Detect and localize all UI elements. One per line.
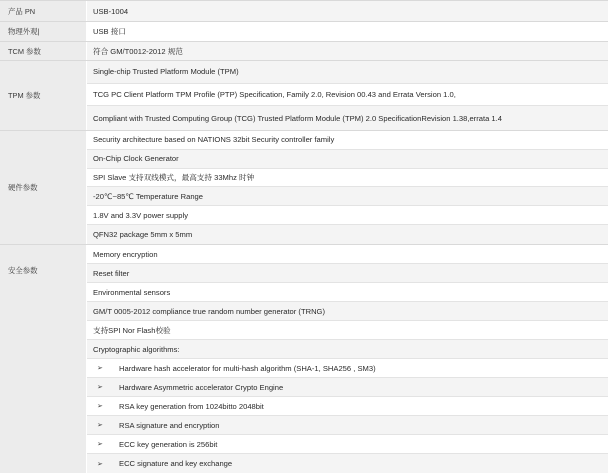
values-hardware <box>87 131 608 244</box>
section-product-pn <box>0 1 608 22</box>
section-security <box>0 245 608 473</box>
hardware-row: QFN32 package 5mm x 5mm <box>87 225 608 244</box>
values-security <box>87 245 608 473</box>
section-hardware <box>0 131 608 245</box>
label-tcm: TCM 参数 <box>0 42 87 60</box>
security-row: Reset filter <box>87 264 608 283</box>
bullet-arrow-icon: ➢ <box>97 422 103 429</box>
label-tpm: TPM 参数 <box>0 61 87 130</box>
crypto-bullet-row <box>87 359 608 378</box>
values-physical <box>87 22 608 41</box>
tpm-row: TCG PC Client Platform TPM Profile (PTP) Specification, Family 2.0, Revision 00.43 and Errata Version 1.0, <box>87 84 608 107</box>
crypto-bullet-text: Hardware Asymmetric accelerator Crypto Engine <box>119 382 284 392</box>
crypto-bullet-text: RSA key generation from 1024bitto 2048bit <box>119 401 264 411</box>
crypto-bullet-text: Hardware hash accelerator for multi-hash algorithm (SHA-1, SHA256 , SM3) <box>119 363 376 373</box>
hardware-row: 1.8V and 3.3V power supply <box>87 206 608 225</box>
bullet-arrow-icon: ➢ <box>97 441 103 448</box>
value-tcm: 符合 GM/T0012-2012 规范 <box>87 42 608 60</box>
hardware-row: -20℃~85℃ Temperature Range <box>87 187 608 206</box>
tpm-row: Compliant with Trusted Computing Group (TCG) Trusted Platform Module (TPM) 2.0 SpecificationRevision 1.38,errata 1.4 <box>87 106 608 130</box>
hardware-row: Security architecture based on NATIONS 32bit Security controller family <box>87 131 608 150</box>
bullet-arrow-icon: ➢ <box>97 460 103 468</box>
crypto-bullet-row <box>87 416 608 435</box>
security-row: 支持SPI Nor Flash校验 <box>87 321 608 340</box>
crypto-bullet-text: ECC signature and key exchange <box>119 459 233 468</box>
security-row: Environmental sensors <box>87 283 608 302</box>
crypto-bullet-row <box>87 378 608 397</box>
security-row: Cryptographic algorithms: <box>87 340 608 359</box>
label-product-pn: 产品 PN <box>0 1 87 21</box>
value-product-pn: USB-1004 <box>87 1 608 21</box>
bullet-arrow-icon: ➢ <box>97 403 103 410</box>
security-row: GM/T 0005-2012 compliance true random number generator (TRNG) <box>87 302 608 321</box>
security-row: Memory encryption <box>87 245 608 264</box>
crypto-bullet-text: ECC key generation is 256bit <box>119 439 218 449</box>
values-tcm <box>87 42 608 60</box>
bullet-arrow-icon: ➢ <box>97 384 103 391</box>
crypto-bullet-row <box>87 454 608 473</box>
hardware-row: SPI Slave 支持双线模式，最高支持 33Mhz 时钟 <box>87 169 608 188</box>
label-physical: 物理外观| <box>0 22 87 41</box>
hardware-row: On-Chip Clock Generator <box>87 150 608 169</box>
section-tcm <box>0 42 608 61</box>
values-product-pn <box>87 1 608 21</box>
label-security: 安全参数 <box>0 245 87 473</box>
label-hardware: 硬件参数 <box>0 131 87 244</box>
bullet-arrow-icon: ➢ <box>97 365 103 372</box>
section-tpm <box>0 61 608 131</box>
crypto-bullet-row <box>87 397 608 416</box>
value-physical: USB 接口 <box>87 22 608 41</box>
section-physical <box>0 22 608 42</box>
crypto-bullet-text: RSA signature and encryption <box>119 420 220 430</box>
crypto-bullet-row <box>87 435 608 454</box>
values-tpm <box>87 61 608 130</box>
tpm-row: Single-chip Trusted Platform Module (TPM) <box>87 61 608 84</box>
